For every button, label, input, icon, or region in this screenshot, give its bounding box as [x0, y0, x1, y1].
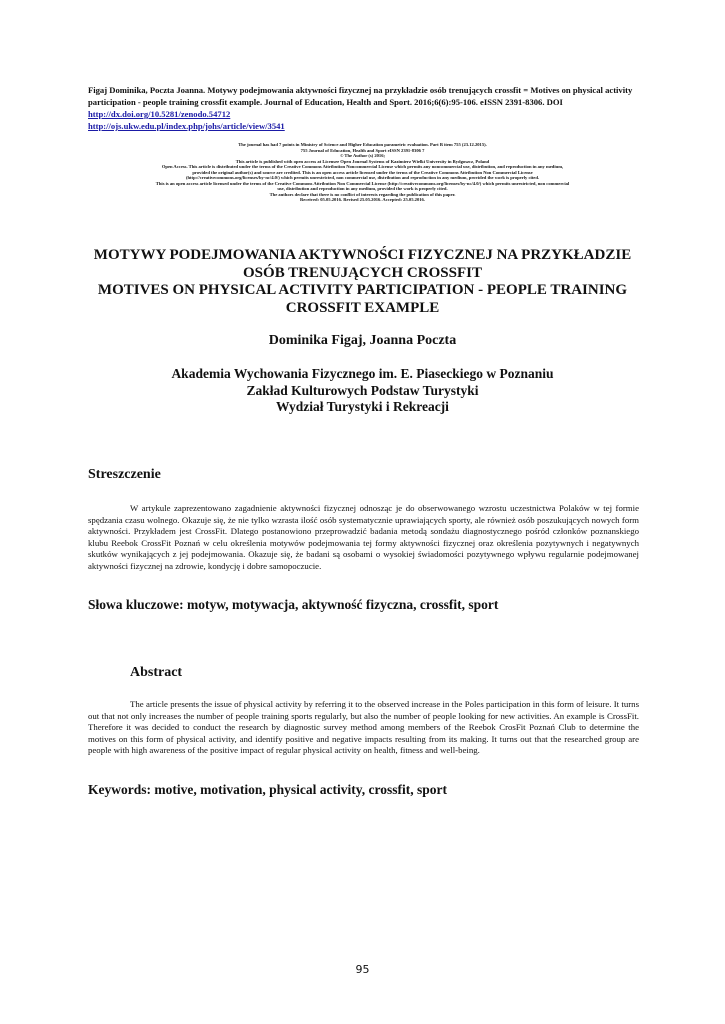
streszczenie-heading: Streszczenie: [88, 467, 161, 482]
notice-line: 755 Journal of Education, Health and Sport eISSN 2391-8306 7: [300, 147, 425, 153]
citation-text: Figaj Dominika, Poczta Joanna. Motywy podejmowania aktywności fizycznej na przykładzie osób trenujących crossfit = Motives on physical activity participation - people training crossfit example. Journal of Education, Health and Sport. 2016;6(6):95-106. eISSN 2391-8306. DOI: [88, 85, 633, 107]
affiliation-line: Wydział Turystyki i Rekreacji: [276, 399, 449, 414]
page-number: 95: [355, 963, 370, 976]
affiliation: [60, 366, 665, 416]
affiliation-line: Zakład Kulturowych Podstaw Turystyki: [246, 382, 479, 398]
citation-block: [88, 84, 640, 132]
doi-link[interactable]: http://dx.doi.org/10.5281/zenodo.54712: [88, 109, 231, 119]
abstract-heading: Abstract: [130, 665, 183, 680]
notice-line: use, distribution and reproduction in any medium, provided the work is properly cited.: [277, 186, 448, 191]
notice-line: Open Access. This article is distributed under the terms of the Creative Commons Attribution Noncommercial License which permits any noncommercial use, distribution, and reproduction in any medium,: [161, 164, 564, 169]
keywords-en: Keywords: motive, motivation, physical activity, crossfit, sport: [88, 782, 447, 797]
streszczenie-text: W artykule zaprezentowano zagadnienie aktywności fizycznej odnosząc je do obserwowanego wzrostu uczestnictwa Polaków w tej formie spędzania czasu wolnego. Okazuje się, że nie tylko wzrasta ilość osób systematycznie uprawiających sporty, ale również osób poszukujących nowych form aktywności. Przykładem jest CrossFit. Dlatego postanowiono przeprowadzić badania metodą sondażu diagnostycznego pośród członków poznanskiego klubu Reebok CrossFit Poznań w celu określenia motywów podejmowania tej formy aktywności fizycznej oraz określenia pozytywnych i negatywnych skutków wynikających z jej podejmowania. Okazuje się, że badani są osobami o wysokiej świadomości pozytywnego wpływu regularnie podejmowanej aktywności fizycznej na zdrowie, kondycję i dobre samopoczucie.: [88, 503, 639, 571]
abstract-text: The article presents the issue of physical activity by referring it to the observed increase in the Poles participation in this form of leisure. It turns out that not only increases the number of people training sports regularly, but also the number of people looking for new activities. An example is CrossFit. Therefore it was decided to conduct the research by diagnostic survey method among members of the Reebok CrosFit Poznań Club to determine the motives on this form of physical activity, and identify positive and negative impacts resulting from its making. It turns out that the researched group are people with high awareness of the positive impact of regular physical activity on health, fitness and well-being.: [88, 699, 639, 756]
keywords-pl: Słowa kluczowe: motyw, motywacja, aktywność fizyczna, crossfit, sport: [88, 597, 499, 612]
article-url-link[interactable]: http://ojs.ukw.edu.pl/index.php/johs/article/view/3541: [88, 121, 285, 131]
paper-title: [60, 247, 665, 317]
title-en-line-1: MOTIVES ON PHYSICAL ACTIVITY PARTICIPATION - PEOPLE TRAINING: [97, 282, 628, 298]
notice-line: Received: 05.05.2016. Revised 25.05.2016. Accepted: 25.05.2016.: [299, 197, 426, 202]
notice-line: This article is published with open access at Licensee Open Journal Systems of Kazimierz Wielki University in Bydgoszcz, Poland: [235, 158, 490, 164]
notice-line: (http://creativecommons.org/licenses/by-nc/4.0/) which permits unrestricted, non commercial use, distribution and reproduction in any medium, provided the work is properly cited.: [185, 175, 540, 180]
notice-line: The authors declare that there is no conflict of interests regarding the publication of this paper.: [269, 191, 456, 197]
notice-line: This is an open access article licensed under the terms of the Creative Commons Attribution Non Commercial License (http://creativecommons.org/licenses/by-nc/4.0/) which permits unrestricted, non commercial: [155, 180, 570, 186]
authors: Dominika Figaj, Joanna Poczta: [268, 333, 457, 348]
notice-line: provided the original author(s) and source are credited. This is an open access article licensed under the terms of the Creative Commons Attribution Non Commercial License: [192, 169, 533, 175]
journal-notice: [70, 142, 655, 203]
affiliation-line: Akademia Wychowania Fizycznego im. E. Piaseckiego w Poznaniu: [171, 366, 554, 381]
title-pl-line-1: MOTYWY PODEJMOWANIA AKTYWNOŚCI FIZYCZNEJ NA PRZYKŁADZIE: [93, 247, 632, 263]
title-pl-line-2: OSÓB TRENUJĄCYCH CROSSFIT: [243, 264, 482, 281]
notice-line: © The Author (s) 2016;: [339, 153, 386, 158]
title-en-line-2: CROSSFIT EXAMPLE: [285, 299, 440, 316]
notice-line: The journal has had 7 points in Ministry of Science and Higher Education parametric evaluation. Part B item 755 (23.12.2015).: [238, 142, 487, 147]
